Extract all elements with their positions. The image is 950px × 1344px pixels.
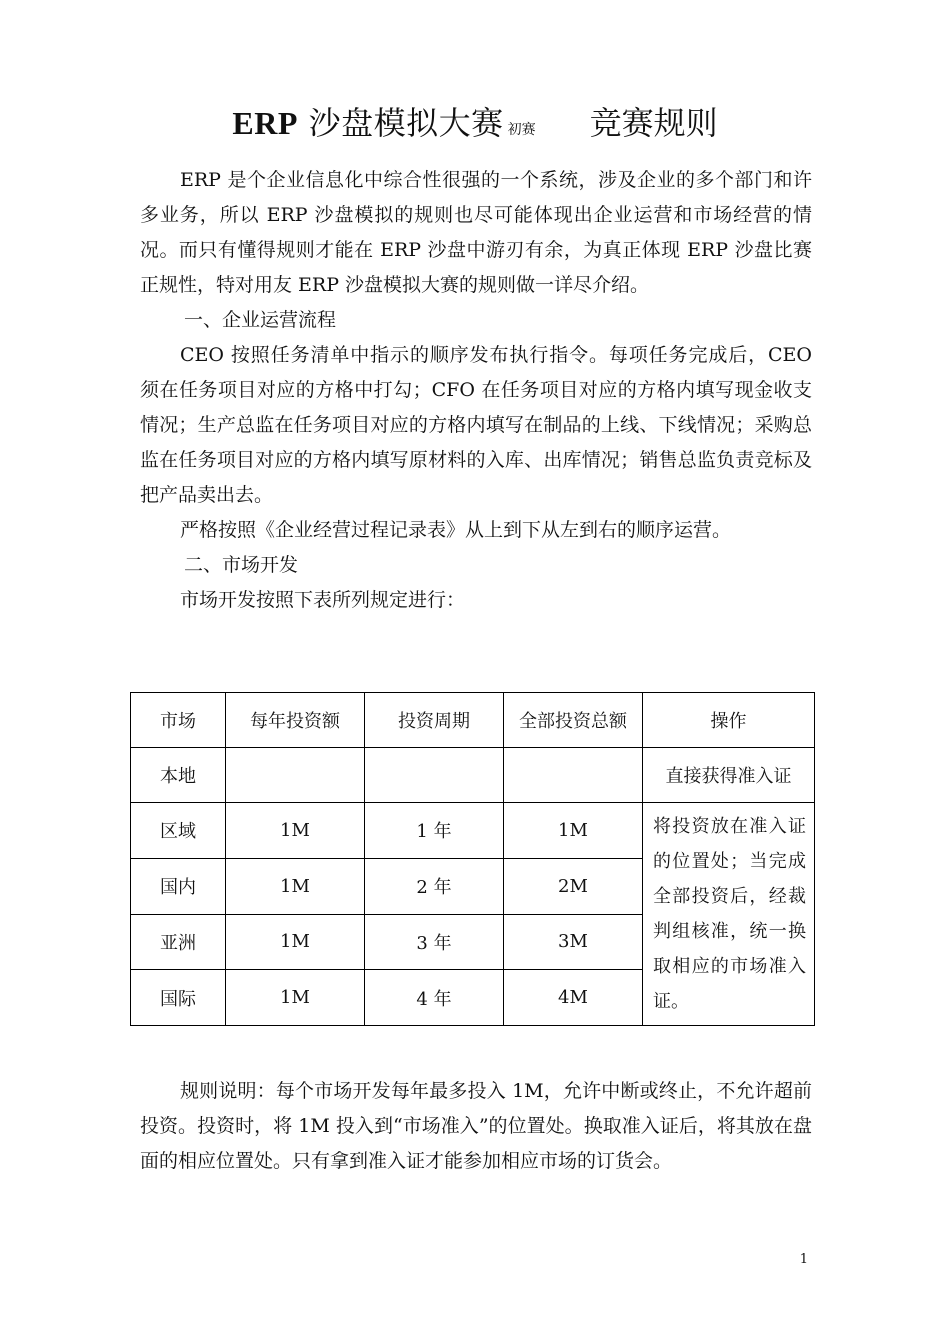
section-1-paragraph-2: 严格按照《企业经营过程记录表》从上到下从左到右的顺序运营。 xyxy=(180,519,732,541)
market-development-table xyxy=(130,692,815,1026)
rules-note-block xyxy=(140,1074,812,1179)
title-subtitle: 竞赛规则 xyxy=(589,104,718,142)
cell-merged-operation: 将投资放在准入证的位置处；当完成全部投资后，经裁判组核准，统一换取相应的市场准入证。 xyxy=(643,803,815,1026)
section-1-paragraph-1: CEO 按照任务清单中指示的顺序发布执行指令。每项任务完成后，CEO 须在任务项目对应的方格中打勾；CFO 在任务项目对应的方格内填写现金收支情况；生产总监在任务项目对应的方格内填写在制品的上线、下线情况；采购总监在任务项目对应的方格内填写原材料的入库、出库情况；销售总监负责竞标及把产品卖出去。 xyxy=(140,344,812,506)
cell-market: 本地 xyxy=(131,748,226,803)
rules-note-paragraph: 规则说明：每个市场开发每年最多投入 1M，允许中断或终止，不允许超前投资。投资时，将 1M 投入到“市场准入”的位置处。换取准入证后，将其放在盘面的相应位置处。只有拿到准入证才能参加相应市场的订货会。 xyxy=(140,1080,812,1172)
header-total-investment: 全部投资总额 xyxy=(504,693,643,748)
market-development-table-wrapper xyxy=(130,692,814,1026)
cell-market: 国内 xyxy=(131,858,226,914)
cell-annual: 1M xyxy=(226,970,365,1026)
cell-total: 2M xyxy=(504,858,643,914)
cell-total: 3M xyxy=(504,914,643,970)
table-header-row xyxy=(131,693,815,748)
cell-annual: 1M xyxy=(226,858,365,914)
table-row xyxy=(131,748,815,803)
main-text-block xyxy=(140,163,812,618)
cell-annual: 1M xyxy=(226,803,365,859)
cell-period: 4 年 xyxy=(365,970,504,1026)
section-2-intro: 市场开发按照下表所列规定进行： xyxy=(180,589,466,611)
cell-market: 国际 xyxy=(131,970,226,1026)
cell-operation: 直接获得准入证 xyxy=(643,748,815,803)
document-title xyxy=(0,98,950,144)
header-annual-investment: 每年投资额 xyxy=(226,693,365,748)
cell-market: 区域 xyxy=(131,803,226,859)
cell-market: 亚洲 xyxy=(131,914,226,970)
cell-annual: 1M xyxy=(226,914,365,970)
header-operation: 操作 xyxy=(643,693,815,748)
header-investment-period: 投资周期 xyxy=(365,693,504,748)
cell-period: 1 年 xyxy=(365,803,504,859)
cell-total: 4M xyxy=(504,970,643,1026)
table-row xyxy=(131,803,815,859)
cell-annual xyxy=(226,748,365,803)
title-main-text: 沙盘模拟大赛 xyxy=(297,104,504,142)
cell-period: 2 年 xyxy=(365,858,504,914)
section-1-heading: 一、企业运营流程 xyxy=(184,309,337,331)
cell-period xyxy=(365,748,504,803)
title-main xyxy=(232,104,503,142)
cell-period: 3 年 xyxy=(365,914,504,970)
cell-total: 1M xyxy=(504,803,643,859)
title-small-tag: 初赛 xyxy=(507,122,536,138)
intro-paragraph: ERP 是个企业信息化中综合性很强的一个系统，涉及企业的多个部门和许多业务，所以 ERP 沙盘模拟的规则也尽可能体现出企业运营和市场经营的情况。而只有懂得规则才能在 ERP 沙盘中游刃有余，为真正体现 ERP 沙盘比赛正规性，特对用友 ERP 沙盘模拟大赛的规则做一详尽介绍。 xyxy=(140,169,812,296)
page-number: 1 xyxy=(799,1252,808,1267)
cell-total xyxy=(504,748,643,803)
title-bold-erp: ERP xyxy=(232,105,298,141)
section-2-heading: 二、市场开发 xyxy=(184,554,299,576)
header-market: 市场 xyxy=(131,693,226,748)
